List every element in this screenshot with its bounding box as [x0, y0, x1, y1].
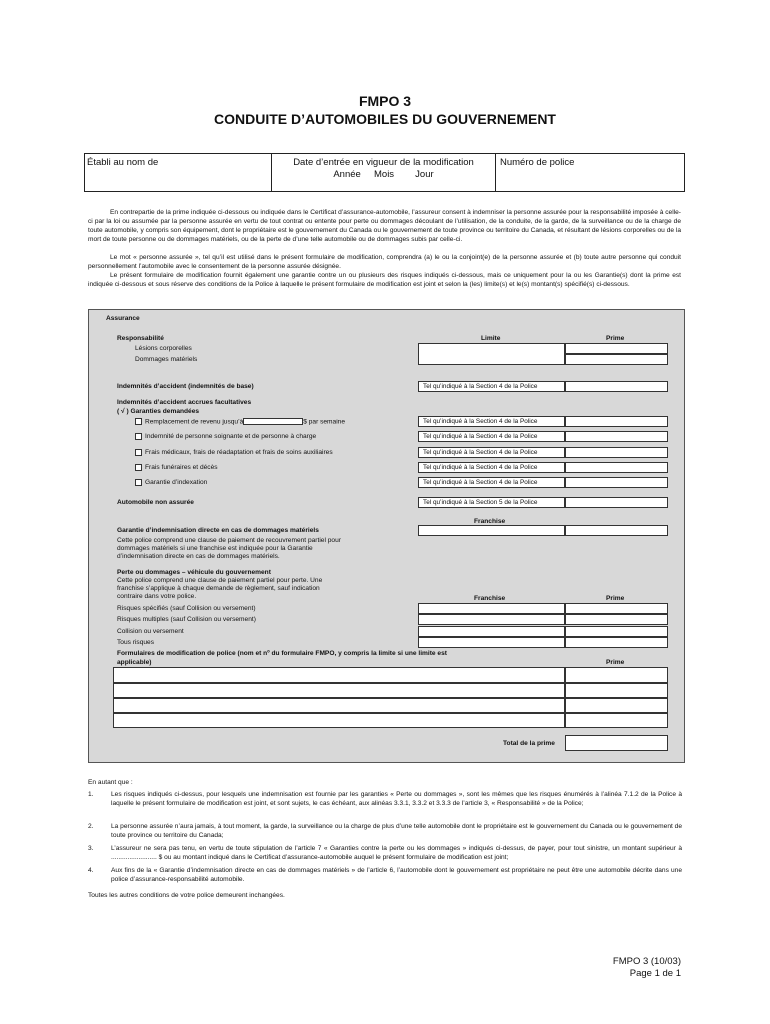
income-amount-input[interactable] — [243, 418, 303, 425]
closing-statement: Toutes les autres conditions de votre police demeurent inchangées. — [88, 892, 285, 899]
collision-label: Collision ou versement — [117, 628, 184, 635]
option-indexation-limit: Tel qu’indiqué à la Section 4 de la Police — [418, 477, 565, 488]
collision-franchise[interactable] — [418, 626, 565, 637]
gid-prime-field[interactable] — [565, 525, 668, 536]
option-medicaux-prime[interactable] — [565, 447, 668, 458]
endorsement-prime-2[interactable] — [565, 683, 668, 698]
franchise-heading-1: Franchise — [474, 518, 506, 525]
term-text: Aux fins de la « Garantie d’indemnisation directe en cas de dommages matériels » de l’article 6, l’automobile dont le gouvernement est propriétaire ne peut être une automobile décrite dans une police d’assurance-responsabilité automobile. — [111, 867, 682, 883]
term-text: Les risques indiqués ci-dessus, pour lesquels une indemnisation est fournie par les garanties « Perte ou dommages », sont les mêmes que les risques énumérés à l’alinéa 7.1.2 de la Police à laquelle le présent formulaire de modification est joint, et sont sujets, le cas échéant, aux alinéas 3.3.1, 3.3.2 et 3.3.3 de l’article 3, « Responsabilité » de la Police; — [111, 791, 682, 807]
option-soignante-prime[interactable] — [565, 431, 668, 442]
option-medicaux-limit: Tel qu’indiqué à la Section 4 de la Police — [418, 447, 565, 458]
perte-line3: contraire dans votre police. — [117, 593, 197, 600]
accrues-heading: Indemnités d’accident accrues facultatives — [117, 399, 252, 406]
endorsement-prime-4[interactable] — [565, 713, 668, 728]
tous-risques-franchise[interactable] — [418, 637, 565, 648]
indemnites-base-prime-field[interactable] — [565, 381, 668, 392]
term-number: 1. — [88, 791, 94, 798]
total-prime-label: Total de la prime — [503, 740, 555, 747]
gid-franchise-field[interactable] — [418, 525, 565, 536]
endorsement-row-4[interactable] — [113, 713, 565, 728]
collision-prime[interactable] — [565, 626, 668, 637]
total-prime-field[interactable] — [565, 735, 668, 751]
term-text: La personne assurée n’aura jamais, à tout moment, la garde, la surveillance ou la charge de plus d’une telle automobile dont le propriétaire est le gouvernement du Canada ou le gouvernement de toute province ou territoire du Canada; — [111, 823, 682, 839]
perte-line1: Cette police comprend une clause de paiement partiel pour perte. Une — [117, 577, 323, 584]
intro-p3-text: Le présent formulaire de modification fournit également une garantie contre un ou plusieurs des risques indiqués ci-dessous, mais ce uniquement pour la ou les Garantie(s) dont la prime est indiquée ci-dessous et sous réserve des conditions de la Police à laquelle le présent formulaire de modification est joint et selon la (les) limite(s) et le(s) montant(s) spécifié(s) ci-dessous. — [88, 272, 681, 288]
option-funeraires-limit: Tel qu’indiqué à la Section 4 de la Police — [418, 462, 565, 473]
option-remplacement-prime[interactable] — [565, 416, 668, 427]
endorsement-row-1[interactable] — [113, 667, 565, 683]
footer-page-number: Page 1 de 1 — [629, 968, 681, 979]
footer-form-code: FMPO 3 (10/03) — [612, 956, 681, 967]
option-indexation-label: Garantie d’indexation — [145, 479, 208, 486]
prime-heading-3: Prime — [606, 659, 625, 666]
tous-risques-prime[interactable] — [565, 637, 668, 648]
terms-intro: En autant que : — [88, 779, 133, 786]
option-medicaux-checkbox[interactable] — [135, 449, 142, 456]
insured-name-field[interactable]: Établi au nom de — [85, 154, 272, 191]
term-item-3 — [88, 845, 682, 863]
indemnites-base-limit: Tel qu’indiqué à la Section 4 de la Police — [418, 381, 565, 392]
risques-multiples-prime[interactable] — [565, 614, 668, 625]
tous-risques-label: Tous risques — [117, 639, 155, 646]
non-assure-limit: Tel qu’indiqué à la Section 5 de la Police — [418, 497, 565, 508]
option-soignante-label: Indemnité de personne soignante et de personne à charge — [145, 433, 317, 440]
risques-specifies-prime[interactable] — [565, 603, 668, 614]
risques-multiples-label: Risques multiples (sauf Collision ou versement) — [117, 616, 256, 623]
option-funeraires-prime[interactable] — [565, 462, 668, 473]
term-number: 2. — [88, 823, 94, 830]
risques-specifies-franchise[interactable] — [418, 603, 565, 614]
form-code-title: FMPO 3 — [358, 93, 412, 109]
term-text: L’assureur ne sera pas tenu, en vertu de toute stipulation de l’article 7 « Garanties contre la perte ou les dommages » indiqués ci-dessus, de payer, pour tout sinistre, un montant supérieur à ......................... $ ou au montant indiqué dans le Certificat d’assurance-automobile auquel le présent formulaire de modification est joint; — [111, 845, 682, 861]
option-remplacement-label — [145, 418, 345, 426]
term-item-2 — [88, 823, 682, 841]
non-assure-label: Automobile non assurée — [117, 499, 194, 506]
gid-line2: dommages matériels si une franchise est indiquée pour la Garantie — [117, 545, 313, 552]
franchise-heading-2: Franchise — [474, 595, 506, 602]
intro-p1-text: En contrepartie de la prime indiquée ci-dessous ou indiquée dans le Certificat d’assurance-automobile, l’assureur consent à indemniser la personne assurée pour la responsabilité imposée à celle-ci par la loi ou assumée par la personne assurée en vertu de tout contrat ou entente pour perte ou dommages découlant de l’utilisation, de la conduite, de la garde, de la surveillance ou de la charge de toute automobile, y compris son équipement, dont le propriétaire est le gouvernement du Canada ou le gouvernement de toute province ou territoire du Canada, et résultant de lésions corporelles ou de la mort de toute personne ou de dommages matériels, ou de la perte de d’une telle automobile ou de dommages subis par celle-ci. — [88, 209, 681, 243]
coverage-box — [88, 309, 685, 763]
intro-paragraph-2 — [88, 254, 681, 272]
perte-title: Perte ou dommages – véhicule du gouvernement — [117, 569, 271, 576]
effective-date-subfields: Année Mois Jour — [333, 169, 434, 180]
prime-heading-1: Prime — [606, 335, 625, 342]
garanties-demandees-heading: ( √ ) Garanties demandées — [117, 408, 200, 415]
assurance-heading: Assurance — [106, 315, 140, 322]
non-assure-prime[interactable] — [565, 497, 668, 508]
indemnites-base-label: Indemnités d’accident (indemnités de base) — [117, 383, 254, 390]
responsabilite-heading: Responsabilité — [117, 335, 164, 342]
endorsement-prime-1[interactable] — [565, 667, 668, 683]
gid-line1: Cette police comprend une clause de paiement de recouvrement partiel pour — [117, 537, 341, 544]
term-item-4 — [88, 867, 682, 885]
term-number: 4. — [88, 867, 94, 874]
lesions-prime-field[interactable] — [565, 343, 668, 354]
option-remplacement-unit: $ par semaine — [303, 418, 346, 426]
limite-heading: Limite — [481, 335, 501, 342]
dommages-materiels-label: Dommages matériels — [135, 356, 198, 363]
option-remplacement-text: Remplacement de revenu jusqu’à — [145, 418, 244, 426]
form-title: CONDUITE D’AUTOMOBILES DU GOUVERNEMENT — [214, 111, 556, 127]
perte-line2: franchise s’applique à chaque demande de règlement, sauf indication — [117, 585, 320, 592]
risques-specifies-label: Risques spécifiés (sauf Collision ou versement) — [117, 605, 256, 612]
option-indexation-checkbox[interactable] — [135, 479, 142, 486]
term-item-1 — [88, 791, 682, 819]
intro-p2-text: Le mot « personne assurée », tel qu’il est utilisé dans le présent formulaire de modification, comprendra (a) le ou la conjoint(e) de la personne assurée et (b) toute autre personne qui conduit personnellement l’automobile avec le consentement de la personne assurée désignée. — [88, 254, 681, 270]
formulaires-heading-1: Formulaires de modification de police (nom et nº du formulaire FMPO, y compris la limite si une limite est — [117, 650, 447, 657]
risques-multiples-franchise[interactable] — [418, 614, 565, 625]
option-funeraires-label: Frais funéraires et décès — [145, 464, 218, 471]
option-medicaux-label: Frais médicaux, frais de réadaptation et frais de soins auxiliaires — [145, 449, 333, 456]
gid-line3: d’indemnisation directe en cas de dommages matériels. — [117, 553, 280, 560]
policy-header-table — [84, 153, 685, 192]
gid-title: Garantie d’indemnisation directe en cas de dommages matériels — [117, 527, 319, 534]
policy-number-field[interactable]: Numéro de police — [500, 157, 575, 168]
endorsement-row-3[interactable] — [113, 698, 565, 713]
lesions-label: Lésions corporelles — [135, 345, 192, 352]
effective-date-field[interactable] — [272, 154, 496, 191]
formulaires-heading-2: applicable) — [117, 659, 152, 666]
option-soignante-limit: Tel qu’indiqué à la Section 4 de la Police — [418, 431, 565, 442]
option-indexation-prime[interactable] — [565, 477, 668, 488]
liability-limit-field[interactable] — [418, 343, 565, 365]
dommages-prime-field[interactable] — [565, 354, 668, 365]
endorsement-prime-3[interactable] — [565, 698, 668, 713]
option-soignante-checkbox[interactable] — [135, 433, 142, 440]
endorsement-row-2[interactable] — [113, 683, 565, 698]
option-remplacement-limit: Tel qu’indiqué à la Section 4 de la Police — [418, 416, 565, 427]
intro-paragraph-1 — [88, 209, 681, 245]
effective-date-label: Date d’entrée en vigueur de la modification — [293, 157, 474, 168]
option-remplacement-checkbox[interactable] — [135, 418, 142, 425]
term-number: 3. — [88, 845, 94, 852]
prime-heading-2: Prime — [606, 595, 625, 602]
option-funeraires-checkbox[interactable] — [135, 464, 142, 471]
intro-paragraph-3 — [88, 272, 681, 290]
